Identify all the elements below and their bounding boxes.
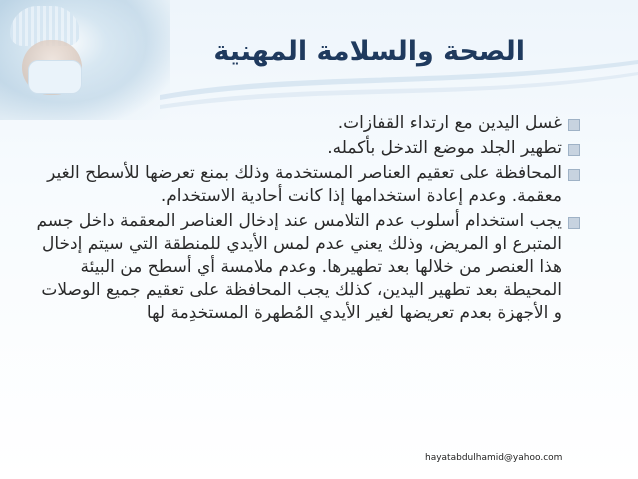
list-item [30,112,580,135]
bullet-square-icon [568,144,580,156]
list-item-text: المحافظة على تعقيم العناصر المستخدمة وذلك بمنع تعرضها للأسطح الغير معقمة. وعدم إعادة استخدامها إذا كانت أحادية الاستخدام. [47,163,562,206]
list-item-text: غسل اليدين مع ارتداء القفازات. [337,113,562,133]
list-item [30,210,580,325]
page-title: الصحة والسلامة المهنية [213,36,525,67]
author-email: hayatabdulhamid@yahoo.com [425,453,563,463]
list-item-text: تطهير الجلد موضع التدخل بأكمله. [327,138,562,158]
list-item [30,137,580,160]
bullet-square-icon [568,169,580,181]
list-item-text: يجب استخدام أسلوب عدم التلامس عند إدخال العناصر المعقمة داخل جسم المتبرع او المريض، وذلك يعني عدم لمس الأيدي للمنطقة التي سيتم إدخال هذا العنصر من خلالها بعد تطهيرها. وعدم ملامسة أي أسطح من البيئة المحيطة بعد تطهير اليدين، كذلك يجب المحافظة على تعقيم جميع الوصلات و الأجهزة بعدم تعريضها لغير الأيدي المُطهرة المستخدِمة لها [36,211,562,323]
bullet-square-icon [568,217,580,229]
list-item [30,162,580,208]
bullet-list [30,112,580,327]
bullet-square-icon [568,119,580,131]
